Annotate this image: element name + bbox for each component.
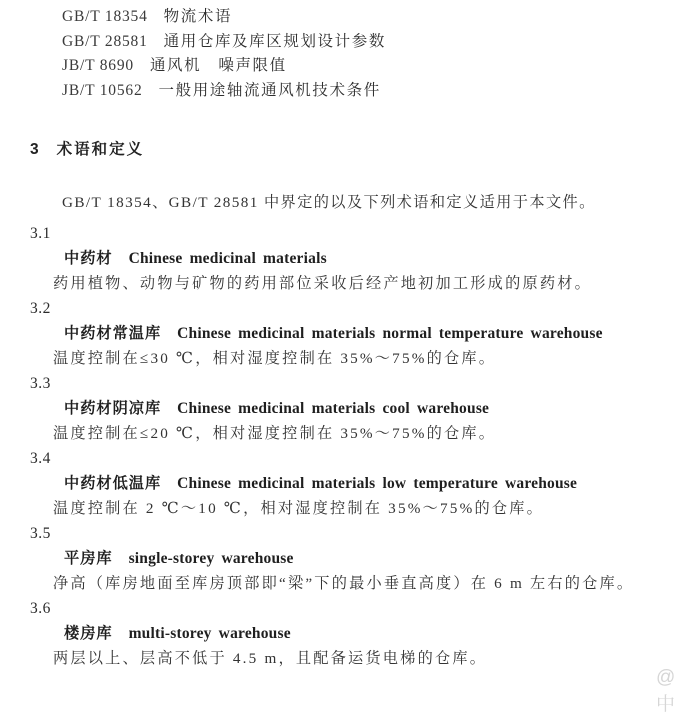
term-name-english: Chinese medicinal materials low temperature warehouse — [177, 474, 578, 492]
term-definition: 温度控制在≤30 ℃，相对湿度控制在 35%～75%的仓库。 — [53, 349, 497, 367]
term-definition: 温度控制在≤20 ℃，相对湿度控制在 35%～75%的仓库。 — [53, 424, 497, 442]
term-name-english: single-storey warehouse — [128, 549, 294, 567]
term-definition: 两层以上、层高不低于 4.5 m，且配备运货电梯的仓库。 — [53, 649, 488, 667]
section-heading — [30, 137, 688, 159]
normative-references-list — [0, 5, 688, 104]
term-name-chinese: 中药材常温库 — [64, 324, 162, 342]
term-name-chinese: 平房库 — [64, 549, 113, 567]
term-name-english: multi-storey warehouse — [128, 624, 291, 642]
term-definition: 温度控制在 2 ℃～10 ℃，相对湿度控制在 35%～75%的仓库。 — [53, 499, 544, 517]
term-number: 3.4 — [30, 449, 51, 467]
term-name — [64, 621, 688, 647]
term-name-english: Chinese medicinal materials — [128, 249, 327, 267]
reference-title: 物流术语 — [163, 8, 233, 25]
term-item — [0, 446, 688, 521]
reference-title: 通用仓库及库区规划设计参数 — [163, 32, 386, 50]
reference-code: GB/T 18354 — [62, 8, 148, 25]
term-name — [64, 246, 688, 272]
reference-item — [62, 79, 688, 104]
term-item — [0, 596, 688, 671]
reference-code: JB/T 10562 — [62, 82, 143, 100]
term-name — [64, 471, 688, 497]
term-name-english: Chinese medicinal materials cool warehouse — [177, 399, 490, 417]
reference-title: 通风机 噪声限值 — [149, 57, 287, 75]
term-name — [64, 546, 688, 572]
reference-item — [62, 54, 688, 79]
term-name-chinese: 中药材阴凉库 — [64, 399, 162, 417]
term-number: 3.5 — [30, 524, 51, 542]
term-item — [0, 521, 688, 596]
terms-intro-paragraph: GB/T 18354、GB/T 28581 中界定的以及下列术语和定义适用于本文件。 — [62, 193, 596, 211]
section-title: 术语和定义 — [56, 140, 145, 158]
term-definition: 药用植物、动物与矿物的药用部位采收后经产地初加工形成的原药材。 — [53, 274, 593, 292]
term-name-chinese: 中药材低温库 — [64, 474, 162, 492]
terms-list — [0, 221, 688, 671]
section-number: 3 — [30, 140, 39, 158]
term-item — [0, 371, 688, 446]
reference-item — [62, 30, 688, 55]
term-name-chinese: 楼房库 — [64, 624, 113, 642]
term-item — [0, 296, 688, 371]
reference-title: 一般用途轴流通风机技术条件 — [158, 82, 381, 100]
term-definition: 净高（库房地面至库房顶部即“梁”下的最小垂直高度）在 6 m 左右的仓库。 — [53, 574, 635, 592]
watermark-text: @中 — [656, 667, 677, 715]
term-number: 3.6 — [30, 599, 51, 617]
term-name-chinese: 中药材 — [64, 249, 113, 267]
term-name-english: Chinese medicinal materials normal temperature warehouse — [177, 324, 603, 342]
term-number: 3.2 — [30, 299, 51, 317]
reference-item — [62, 5, 688, 30]
term-name — [64, 396, 688, 422]
term-number: 3.3 — [30, 374, 51, 392]
reference-code: JB/T 8690 — [62, 57, 134, 75]
reference-code: GB/T 28581 — [62, 32, 148, 50]
term-item — [0, 221, 688, 296]
term-number: 3.1 — [30, 224, 51, 242]
term-name — [64, 321, 688, 347]
